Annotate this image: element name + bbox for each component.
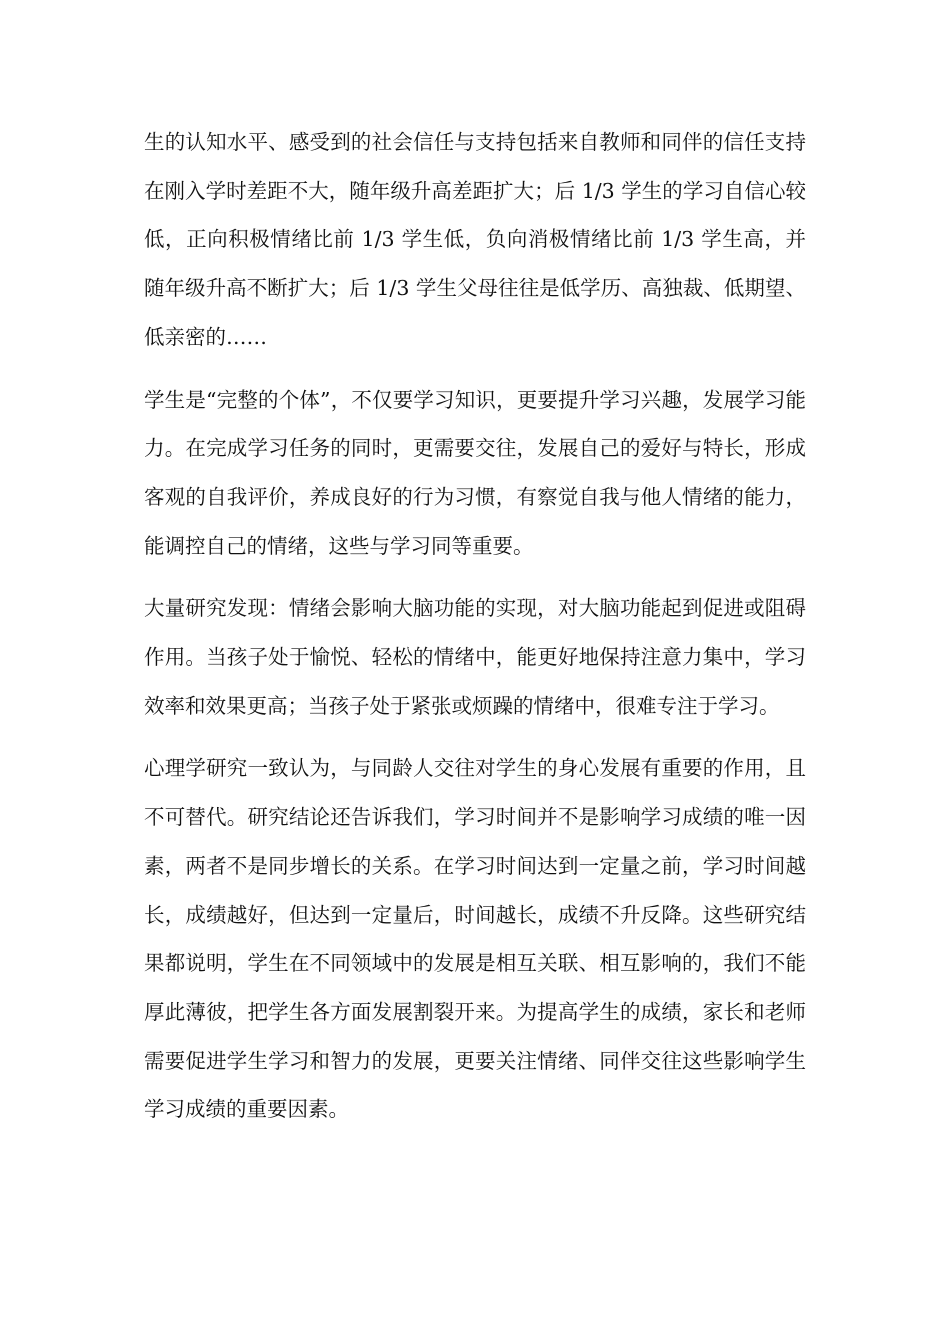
paragraph-1: 生的认知水平、感受到的社会信任与支持包括来自教师和同伴的信任支持在刚入学时差距不大，随年级升高差距扩大；后 1/3 学生的学习自信心较低，正向积极情绪比前 1/3 学生低，负向消极情绪比前 1/3 学生高，并随年级升高不断扩大；后 1/3 学生父母往往是低学历、高独裁、低期望、低亲密的…… xyxy=(144,130,806,349)
paragraph-2: 学生是“完整的个体”，不仅要学习知识，更要提升学习兴趣，发展学习能力。在完成学习任务的同时，更需要交往，发展自己的爱好与特长，形成客观的自我评价，养成良好的行为习惯，有察觉自我与他人情绪的能力，能调控自己的情绪，这些与学习同等重要。 xyxy=(144,387,806,558)
paragraph-4: 心理学研究一致认为，与同龄人交往对学生的身心发展有重要的作用，且不可替代。研究结论还告诉我们，学习时间并不是影响学习成绩的唯一因素，两者不是同步增长的关系。在学习时间达到一定量之前，学习时间越长，成绩越好，但达到一定量后，时间越长，成绩不升反降。这些研究结果都说明，学生在不同领域中的发展是相互关联、相互影响的，我们不能厚此薄彼，把学生各方面发展割裂开来。为提高学生的成绩，家长和老师需要促进学生学习和智力的发展，更要关注情绪、同伴交往这些影响学生学习成绩的重要因素。 xyxy=(144,756,806,1122)
paragraph-3: 大量研究发现：情绪会影响大脑功能的实现，对大脑功能起到促进或阻碍作用。当孩子处于愉悦、轻松的情绪中，能更好地保持注意力集中，学习效率和效果更高；当孩子处于紧张或烦躁的情绪中，很难专注于学习。 xyxy=(144,596,806,718)
document-body xyxy=(144,118,806,1148)
